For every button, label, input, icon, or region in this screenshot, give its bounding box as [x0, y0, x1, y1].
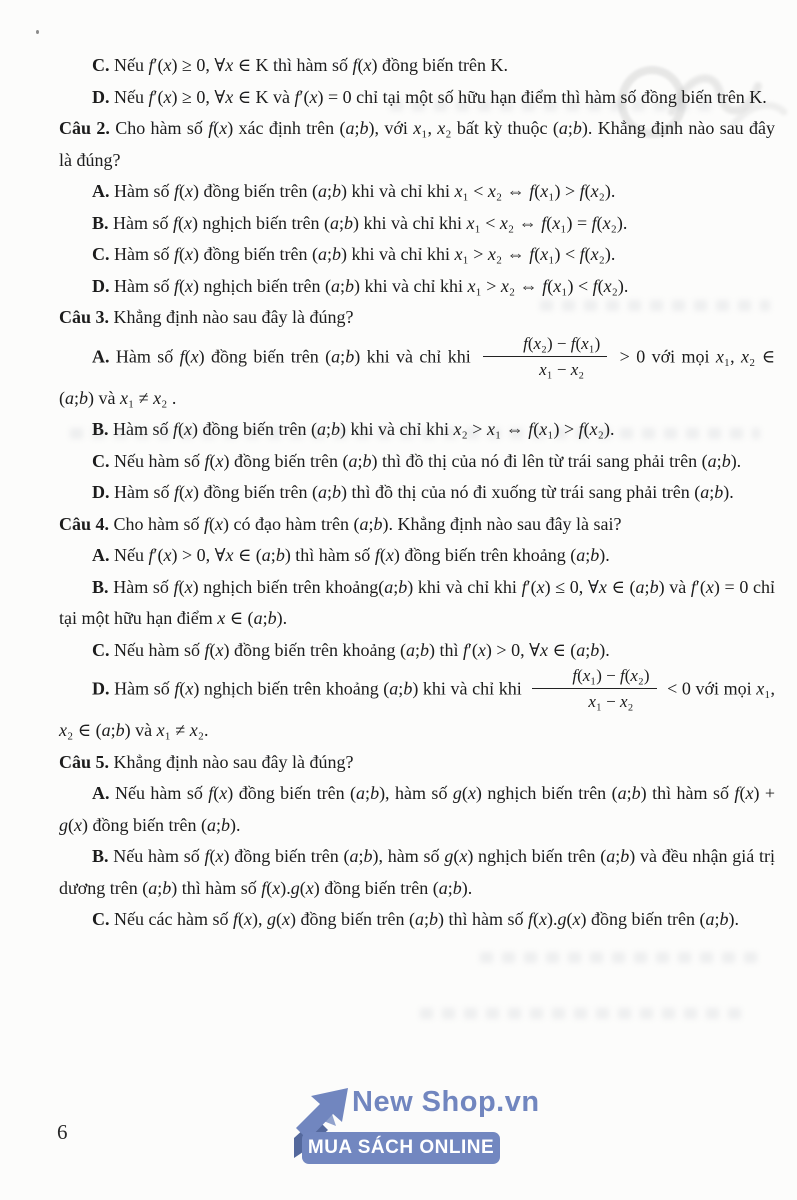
option-label: A. — [92, 181, 110, 201]
option-text: Hàm số f(x) đồng biến trên (a;b) thì đồ thị của nó đi xuống từ trái sang phải trên (a;b). — [114, 482, 734, 502]
q2-option-d — [59, 271, 775, 303]
option-text: Nếu các hàm số f(x), g(x) đồng biến trên (a;b) thì hàm số f(x).g(x) đồng biến trên (a;b). — [114, 909, 739, 929]
option-text: Hàm số f(x) nghịch biến trên khoảng(a;b) khi và chỉ khi f′(x) ≤ 0, ∀x ∈ (a;b) và f′(x) = 0 chỉ tại một hữu hạn điểm x ∈ (a;b). — [59, 576, 776, 628]
q2-option-c — [59, 239, 775, 271]
option-text: Hàm số f(x) đồng biến trên (a;b) khi và chỉ khi x₁ > x₂ ⇔ f(x₁) < f(x₂). — [114, 244, 616, 264]
page-number: 6 — [57, 1120, 68, 1144]
q2-option-b — [59, 208, 775, 240]
fraction-denominator: x₁ − x₂ — [588, 692, 634, 711]
option-text: Nếu f′(x) ≥ 0, ∀x ∈ K thì hàm số f(x) đồng biến trên K. — [114, 55, 509, 75]
q2-stem — [59, 113, 775, 176]
q3-option-b — [59, 414, 775, 446]
option-text: Hàm số f(x) đồng biến trên (a;b) khi và chỉ khi — [115, 346, 471, 367]
option-label: C. — [92, 55, 110, 75]
option-text: Hàm số f(x) đồng biến trên (a;b) khi và chỉ khi x₁ < x₂ ⇔ f(x₁) > f(x₂). — [114, 181, 616, 201]
q4-option-b — [59, 572, 775, 635]
option-text: Nếu f′(x) ≥ 0, ∀x ∈ K và f′(x) = 0 chỉ tại một số hữu hạn điểm thì hàm số đồng biến trên K. — [114, 86, 767, 107]
option-text: Nếu hàm số f(x) đồng biến trên khoảng (a;b) thì f′(x) > 0, ∀x ∈ (a;b). — [114, 639, 610, 660]
question-number: Câu 3. — [59, 307, 110, 327]
option-text: Hàm số f(x) nghịch biến trên (a;b) khi và chỉ khi x₁ > x₂ ⇔ f(x₁) < f(x₂). — [114, 275, 629, 296]
option-label: D. — [92, 275, 110, 296]
option-text: < 0 với mọi x₁, x₂ ∈ (a;b) và x₁ ≠ x₂. — [59, 678, 775, 740]
option-text: Hàm số f(x) nghịch biến trên (a;b) khi và chỉ khi x₁ < x₂ ⇔ f(x₁) = f(x₂). — [113, 212, 628, 233]
option-label: A. — [92, 545, 110, 565]
question-number: Câu 2. — [59, 118, 110, 138]
q5-option-a — [59, 778, 775, 841]
option-text: Nếu hàm số f(x) đồng biến trên (a;b), hàm số g(x) nghịch biến trên (a;b) và đều nhận giá trị dương trên (a;b) thì hàm số f(x).g(x) đồng biến trên (a;b). — [59, 846, 776, 898]
question-number: Câu 4. — [59, 513, 110, 534]
option-label: B. — [92, 212, 109, 233]
q4-option-a — [59, 540, 775, 572]
option-text: Nếu hàm số f(x) đồng biến trên (a;b), hàm số g(x) nghịch biến trên (a;b) thì hàm số f(x) + g(x) đồng biến trên (a;b). — [59, 783, 776, 835]
q4-option-d — [59, 666, 775, 747]
stem-text: Cho hàm số f(x) xác định trên (a;b), với x₁, x₂ bất kỳ thuộc (a;b). Khẳng định nào sau đây là đúng? — [59, 118, 776, 170]
fraction-numerator: f(x₁) − f(x₂) — [532, 664, 656, 689]
option-label: D. — [92, 678, 110, 699]
q1-option-c — [59, 50, 775, 82]
bleedthrough-smudge — [420, 1008, 750, 1019]
option-label: C. — [92, 639, 110, 660]
option-label: B. — [92, 419, 109, 439]
q3-option-c — [59, 446, 775, 478]
q3-option-a — [59, 334, 775, 415]
option-label: C. — [92, 909, 110, 929]
fraction — [483, 332, 607, 381]
stem-text: Cho hàm số f(x) có đạo hàm trên (a;b). Khẳng định nào sau đây là sai? — [113, 513, 622, 534]
option-text: Hàm số f(x) đồng biến trên (a;b) khi và chỉ khi x₂ > x₁ ⇔ f(x₁) > f(x₂). — [113, 419, 615, 439]
option-text: Nếu f′(x) > 0, ∀x ∈ (a;b) thì hàm số f(x) đồng biến trên khoảng (a;b). — [114, 545, 610, 565]
fraction-numerator: f(x₂) − f(x₁) — [483, 332, 607, 357]
option-label: C. — [92, 450, 110, 471]
fraction — [532, 664, 656, 713]
option-text: > 0 với mọi x₁, x₂ ∈ (a;b) và x₁ ≠ x₂ . — [59, 346, 776, 408]
q5-option-c — [59, 904, 775, 936]
q5-option-b — [59, 841, 775, 904]
option-text: Hàm số f(x) nghịch biến trên khoảng (a;b) khi và chỉ khi — [114, 678, 522, 699]
option-label: A. — [92, 783, 110, 803]
question-number: Câu 5. — [59, 751, 110, 772]
margin-dot — [36, 30, 39, 34]
q4-option-c — [59, 635, 775, 667]
question-text-block — [59, 50, 775, 936]
q3-stem — [59, 302, 775, 334]
newshop-logo — [292, 1082, 540, 1172]
newshop-tagline-badge: MUA SÁCH ONLINE — [302, 1132, 500, 1164]
q5-stem — [59, 747, 775, 779]
newshop-brand-text: New Shop.vn — [352, 1086, 540, 1118]
option-text: Nếu hàm số f(x) đồng biến trên (a;b) thì đồ thị của nó đi lên từ trái sang phải trên (a;b). — [114, 450, 742, 471]
fraction-denominator: x₁ − x₂ — [539, 359, 585, 379]
option-label: D. — [92, 482, 110, 502]
option-label: D. — [92, 86, 110, 107]
stem-text: Khẳng định nào sau đây là đúng? — [113, 307, 354, 327]
bleedthrough-smudge — [480, 952, 760, 963]
option-label: B. — [92, 846, 109, 866]
stem-text: Khẳng định nào sau đây là đúng? — [113, 751, 354, 772]
option-label: B. — [92, 576, 109, 597]
option-label: C. — [92, 244, 110, 264]
q1-option-d — [59, 82, 775, 114]
q3-option-d — [59, 477, 775, 509]
q4-stem — [59, 509, 775, 541]
option-label: A. — [92, 346, 110, 367]
q2-option-a — [59, 176, 775, 208]
